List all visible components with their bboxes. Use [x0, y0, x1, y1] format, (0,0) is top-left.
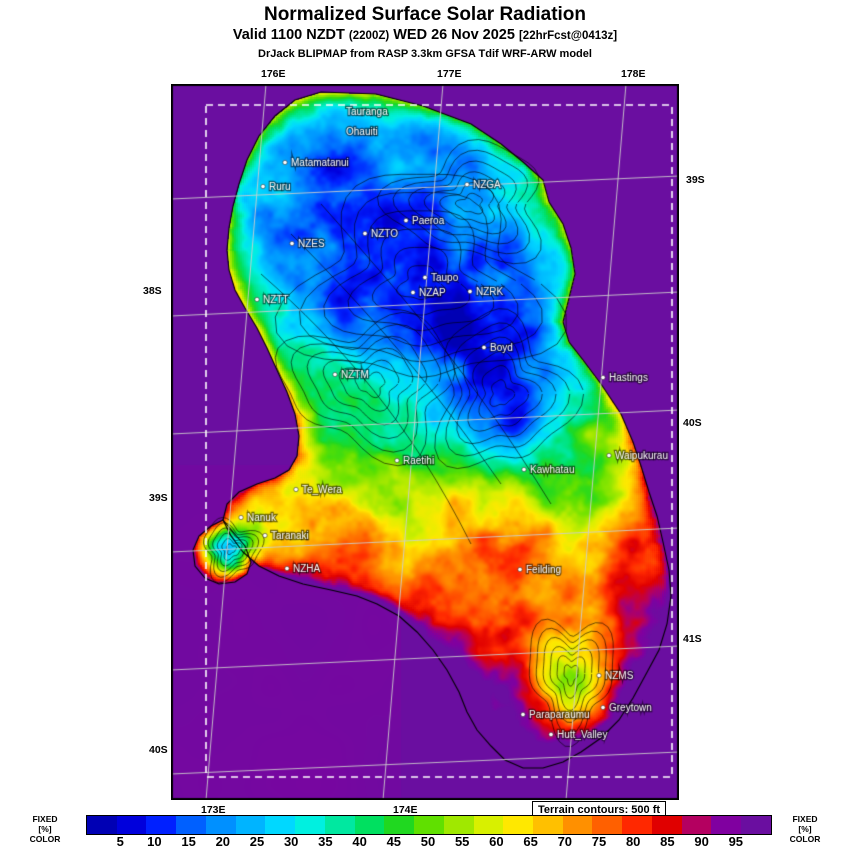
- model-line: DrJack BLIPMAP from RASP 3.3km GFSA Tdif WRF-ARW model: [258, 48, 592, 60]
- colorbar-swatch: [295, 816, 325, 834]
- colorbar-tick-label: 60: [489, 834, 504, 849]
- unit-text-right: [%]: [798, 824, 812, 834]
- colorbar-tick-label: 20: [215, 834, 231, 849]
- colorbar-swatch: [652, 816, 682, 834]
- longitude-label: 174E: [393, 804, 418, 816]
- colorbar-tick-label: 85: [660, 834, 675, 849]
- colorbar-swatch: [206, 816, 236, 834]
- solar-radiation-raster: [171, 84, 679, 800]
- colorbar-swatch: [176, 816, 206, 834]
- colorbar-tick-label: 10: [147, 834, 162, 849]
- unit-text-left: [%]: [38, 824, 52, 834]
- fixed-text-right: FIXED: [792, 814, 818, 824]
- colorbar-tick-label: 5: [116, 834, 124, 849]
- colorbar-label-left: [22, 814, 68, 844]
- terrain-contour-note: Terrain contours: 500 ft: [532, 801, 666, 820]
- colorbar-swatch: [384, 816, 414, 834]
- colorbar-tick-label: 80: [625, 834, 641, 849]
- colorbar-tick-label: 40: [352, 834, 367, 849]
- longitude-label: 178E: [621, 68, 646, 80]
- map-panel[interactable]: [171, 84, 679, 800]
- latitude-label: 39S: [686, 174, 705, 186]
- colorbar-swatch: [622, 816, 652, 834]
- longitude-label: 177E: [437, 68, 462, 80]
- colorbar-swatch: [711, 816, 741, 834]
- valid-date: WED 26 Nov 2025: [393, 27, 515, 43]
- colorbar-tick-label: 95: [728, 834, 744, 849]
- latitude-label: 40S: [683, 417, 702, 429]
- colorbar: [0, 812, 850, 858]
- colorbar-tick-label: 75: [591, 834, 607, 849]
- colorbar-swatch: [444, 816, 474, 834]
- latitude-label: 38S: [143, 285, 162, 297]
- colorbar-label-right: [782, 814, 828, 844]
- colorbar-tick-label: 55: [454, 834, 470, 849]
- colorbar-tick-label: 50: [420, 834, 436, 849]
- forecast-hour: [22hrFcst@0413z]: [518, 30, 618, 42]
- colorbar-tick-label: 45: [386, 834, 402, 849]
- page-title: Normalized Surface Solar Radiation: [263, 4, 587, 25]
- latitude-label: 39S: [149, 492, 168, 504]
- colorbar-swatch: [563, 816, 593, 834]
- colorbar-swatch: [355, 816, 385, 834]
- colorbar-swatch: [265, 816, 295, 834]
- longitude-label: 173E: [201, 804, 226, 816]
- colorbar-tick-label: 35: [318, 834, 333, 849]
- colorbar-tick-label: 90: [694, 834, 709, 849]
- title-block: [0, 4, 850, 62]
- colorbar-swatch: [414, 816, 444, 834]
- colorbar-tick-label: 15: [181, 834, 196, 849]
- valid-time-line: [0, 26, 850, 46]
- valid-time: Valid 1100 NZDT: [232, 27, 345, 43]
- latitude-label: 40S: [149, 744, 168, 756]
- colorbar-swatch: [503, 816, 533, 834]
- colorbar-swatch: [741, 816, 771, 834]
- latitude-label: 41S: [683, 633, 702, 645]
- colorbar-swatch: [236, 816, 266, 834]
- colorbar-tick-label: 65: [523, 834, 538, 849]
- colorbar-tick-label: 25: [249, 834, 265, 849]
- colorbar-gradient: [86, 815, 772, 835]
- colorbar-swatch: [117, 816, 147, 834]
- colorbar-swatch: [146, 816, 176, 834]
- color-text-left: COLOR: [29, 834, 61, 844]
- colorbar-swatch: [325, 816, 355, 834]
- colorbar-swatch: [592, 816, 622, 834]
- colorbar-tick-label: 70: [557, 834, 573, 849]
- colorbar-swatch: [474, 816, 504, 834]
- colorbar-ticks: [86, 834, 770, 854]
- valid-time-utc: (2200Z): [348, 30, 390, 42]
- colorbar-swatch: [87, 816, 117, 834]
- fixed-text-left: FIXED: [32, 814, 58, 824]
- longitude-label: 176E: [261, 68, 286, 80]
- colorbar-swatch: [533, 816, 563, 834]
- color-text-right: COLOR: [789, 834, 821, 844]
- colorbar-tick-label: 30: [283, 834, 299, 849]
- colorbar-swatch: [682, 816, 712, 834]
